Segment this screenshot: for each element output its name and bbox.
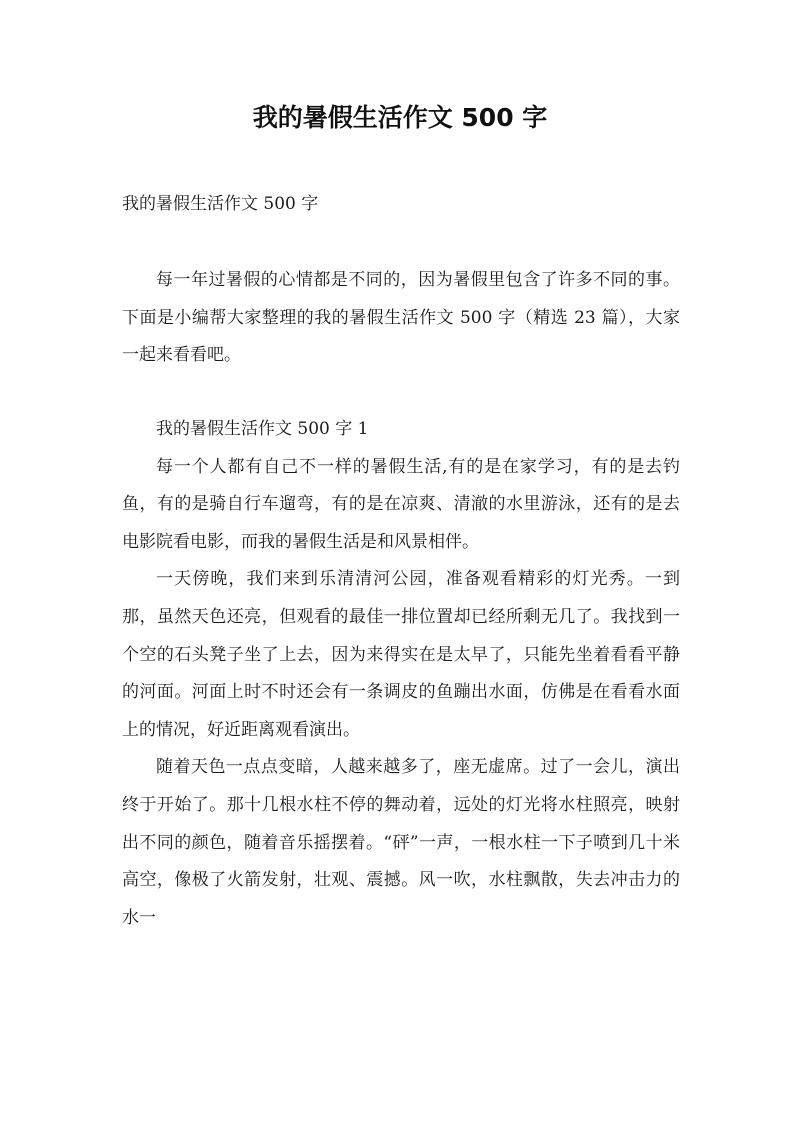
article-section [122,411,680,937]
article-paragraph-1: 每一个人都有自己不一样的暑假生活,有的是在家学习，有的是去钓鱼，有的是骑自行车遛弯，有的是在凉爽、清澈的水里游泳，还有的是去电影院看电影，而我的暑假生活是和风景相伴。 [122,456,680,552]
article-paragraph-3: 随着天色一点点变暗，人越来越多了，座无虚席。过了一会儿，演出终于开始了。那十几根水柱不停的舞动着，远处的灯光将水柱照亮，映射出不同的颜色，随着音乐摇摆着。“砰”一声，一根水柱一下子喷到几十米高空，像极了火箭发射，壮观、震撼。风一吹，水柱飘散，失去冲击力的水一 [122,757,680,928]
page-title: 我的暑假生活作文 500 字 [252,103,548,132]
article-paragraph-2: 一天傍晚，我们来到乐清清河公园，准备观看精彩的灯光秀。一到那，虽然天色还亮，但观看的最佳一排位置却已经所剩无几了。我找到一个空的石头凳子坐了上去，因为来得实在是太早了，只能先坐着看看平静的河面。河面上时不时还会有一条调皮的鱼蹦出水面，仿佛是在看看水面上的情况，好近距离观看演出。 [122,569,680,740]
intro-paragraph: 每一年过暑假的心情都是不同的，因为暑假里包含了许多不同的事。下面是小编帮大家整理的我的暑假生活作文 500 字（精选 23 篇），大家一起来看看吧。 [122,270,680,366]
article-heading: 我的暑假生活作文 500 字 1 [156,419,369,439]
intro-section [122,262,680,375]
document-subtitle: 我的暑假生活作文 500 字 [122,194,319,214]
